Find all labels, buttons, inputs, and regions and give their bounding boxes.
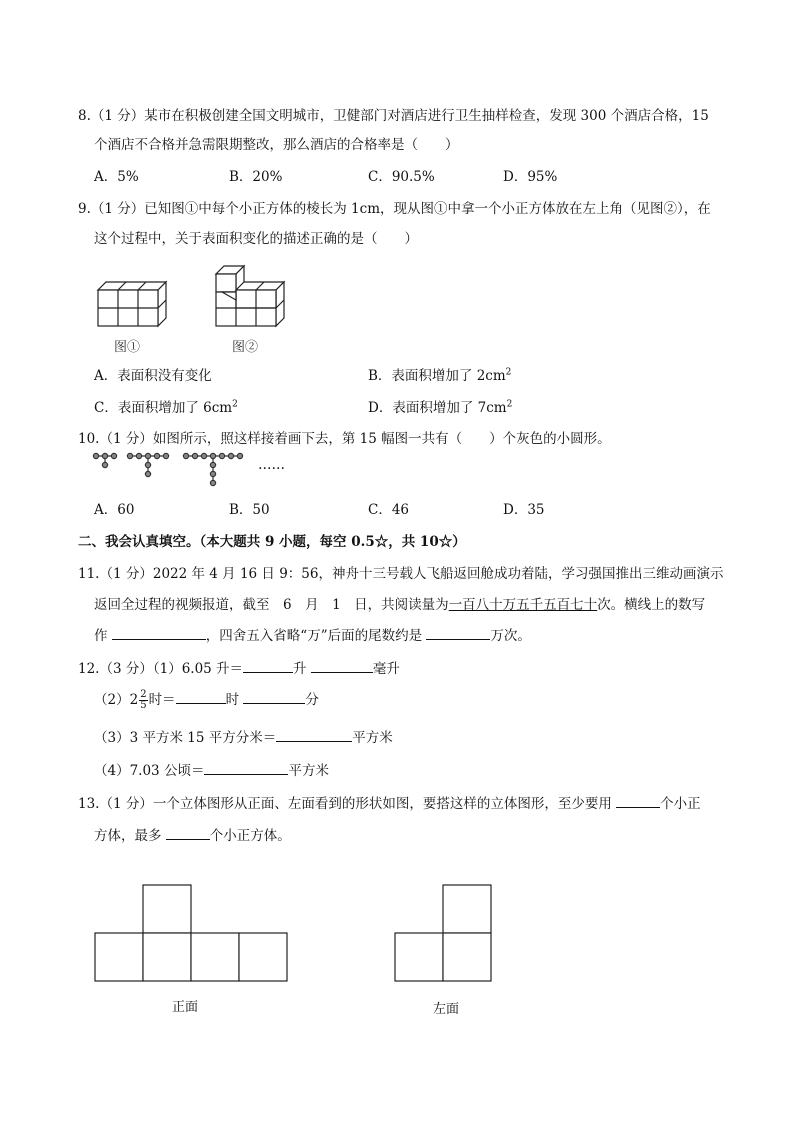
q9-line2: 这个过程中，关于表面积变化的描述正确的是（ ） bbox=[94, 231, 418, 247]
q11-line3: 作 ，四舍五入省略“万”后面的尾数约是 万次。 bbox=[94, 624, 531, 644]
q10-option-c: C．46 bbox=[368, 502, 410, 518]
figure-1-caption: 图① bbox=[114, 340, 141, 355]
q13-line1: 13.（1 分）一个立体图形从正面、左面看到的形状如图，要搭这样的立体图形，至少要用 个小正 bbox=[78, 792, 701, 812]
q10-option-d: D．35 bbox=[503, 502, 545, 518]
front-view-caption: 正面 bbox=[172, 1000, 199, 1015]
left-view-caption: 左面 bbox=[433, 1002, 460, 1017]
q11-blank-1[interactable] bbox=[112, 625, 206, 640]
q12-blank-4[interactable] bbox=[243, 689, 305, 704]
q12-blank-2[interactable] bbox=[311, 658, 373, 673]
figure-2-cubes bbox=[216, 266, 284, 326]
q8-line2: 个酒店不合格并急需限期整改，那么酒店的合格率是（ ） bbox=[94, 137, 459, 153]
q9-option-b: B．表面积增加了 $2cm^2$ bbox=[368, 367, 512, 384]
q8-option-a: A．5% bbox=[94, 169, 139, 185]
q12-line3: （3）3 平方米 15 平方分米＝ 平方米 bbox=[94, 726, 393, 746]
q13-left-view bbox=[394, 884, 494, 984]
q8-option-c: C．90.5% bbox=[368, 169, 435, 185]
q11-blank-2[interactable] bbox=[426, 625, 490, 640]
figure-2-caption: 图② bbox=[232, 340, 259, 355]
section-2-heading: 二、我会认真填空。（本大题共 9 小题，每空 0.5☆，共 10☆） bbox=[78, 534, 466, 550]
q12-line4: （4）7.03 公顷＝ 平方米 bbox=[94, 759, 329, 779]
q10-line1: 10.（1 分）如图所示，照这样接着画下去，第 15 幅图一共有（ ）个灰色的小圆形。 bbox=[78, 431, 611, 447]
q10-option-b: B．50 bbox=[229, 502, 270, 518]
q9-cube-figures bbox=[94, 252, 294, 334]
q10-circle-pattern bbox=[92, 448, 252, 490]
figure-1-cubes bbox=[98, 282, 166, 326]
q8-option-d: D．95% bbox=[503, 169, 558, 185]
q9-option-a: A．表面积没有变化 bbox=[94, 368, 212, 384]
q10-ellipsis: …… bbox=[258, 457, 285, 473]
q12-blank-6[interactable] bbox=[204, 760, 288, 775]
q13-blank-1[interactable] bbox=[616, 793, 660, 808]
q12-blank-5[interactable] bbox=[276, 727, 352, 742]
q13-blank-2[interactable] bbox=[166, 825, 210, 840]
fraction-two-fifths: $\frac{2}{5}$ bbox=[140, 689, 147, 711]
q13-line2: 方体，最多 个小正方体。 bbox=[94, 824, 291, 844]
q11-line2: 返回全过程的视频报道，截至 6 月 1 日，共阅读量为一百八十万五千五百七十次。横线上的数写 bbox=[94, 597, 706, 613]
q8-line1: 8.（1 分）某市在积极创建全国文明城市，卫健部门对酒店进行卫生抽样检查，发现 300 个酒店合格，15 bbox=[78, 108, 709, 124]
q11-line1: 11.（1 分）2022 年 4 月 16 日 9：56，神舟十三号载人飞船返回舱成功着陆，学习强国推出三维动画演示 bbox=[78, 566, 724, 582]
q10-option-a: A．60 bbox=[94, 502, 135, 518]
q9-option-c: C．表面积增加了 $6cm^2$ bbox=[94, 399, 238, 416]
q12-blank-1[interactable] bbox=[243, 658, 293, 673]
q9-line1: 9.（1 分）已知图①中每个小正方体的棱长为 1cm，现从图①中拿一个小正方体放在左上角（见图②），在 bbox=[78, 201, 711, 217]
q12-blank-3[interactable] bbox=[176, 689, 226, 704]
q12-line1: 12.（3 分）（1）6.05 升＝ 升 毫升 bbox=[78, 657, 400, 677]
q8-option-b: B．20% bbox=[229, 169, 283, 185]
q9-option-d: D．表面积增加了 $7cm^2$ bbox=[368, 399, 513, 416]
q12-line2: （2）2 $\frac{2}{5}$ 时＝ 时 分 bbox=[94, 689, 319, 711]
q13-front-view bbox=[94, 884, 290, 984]
